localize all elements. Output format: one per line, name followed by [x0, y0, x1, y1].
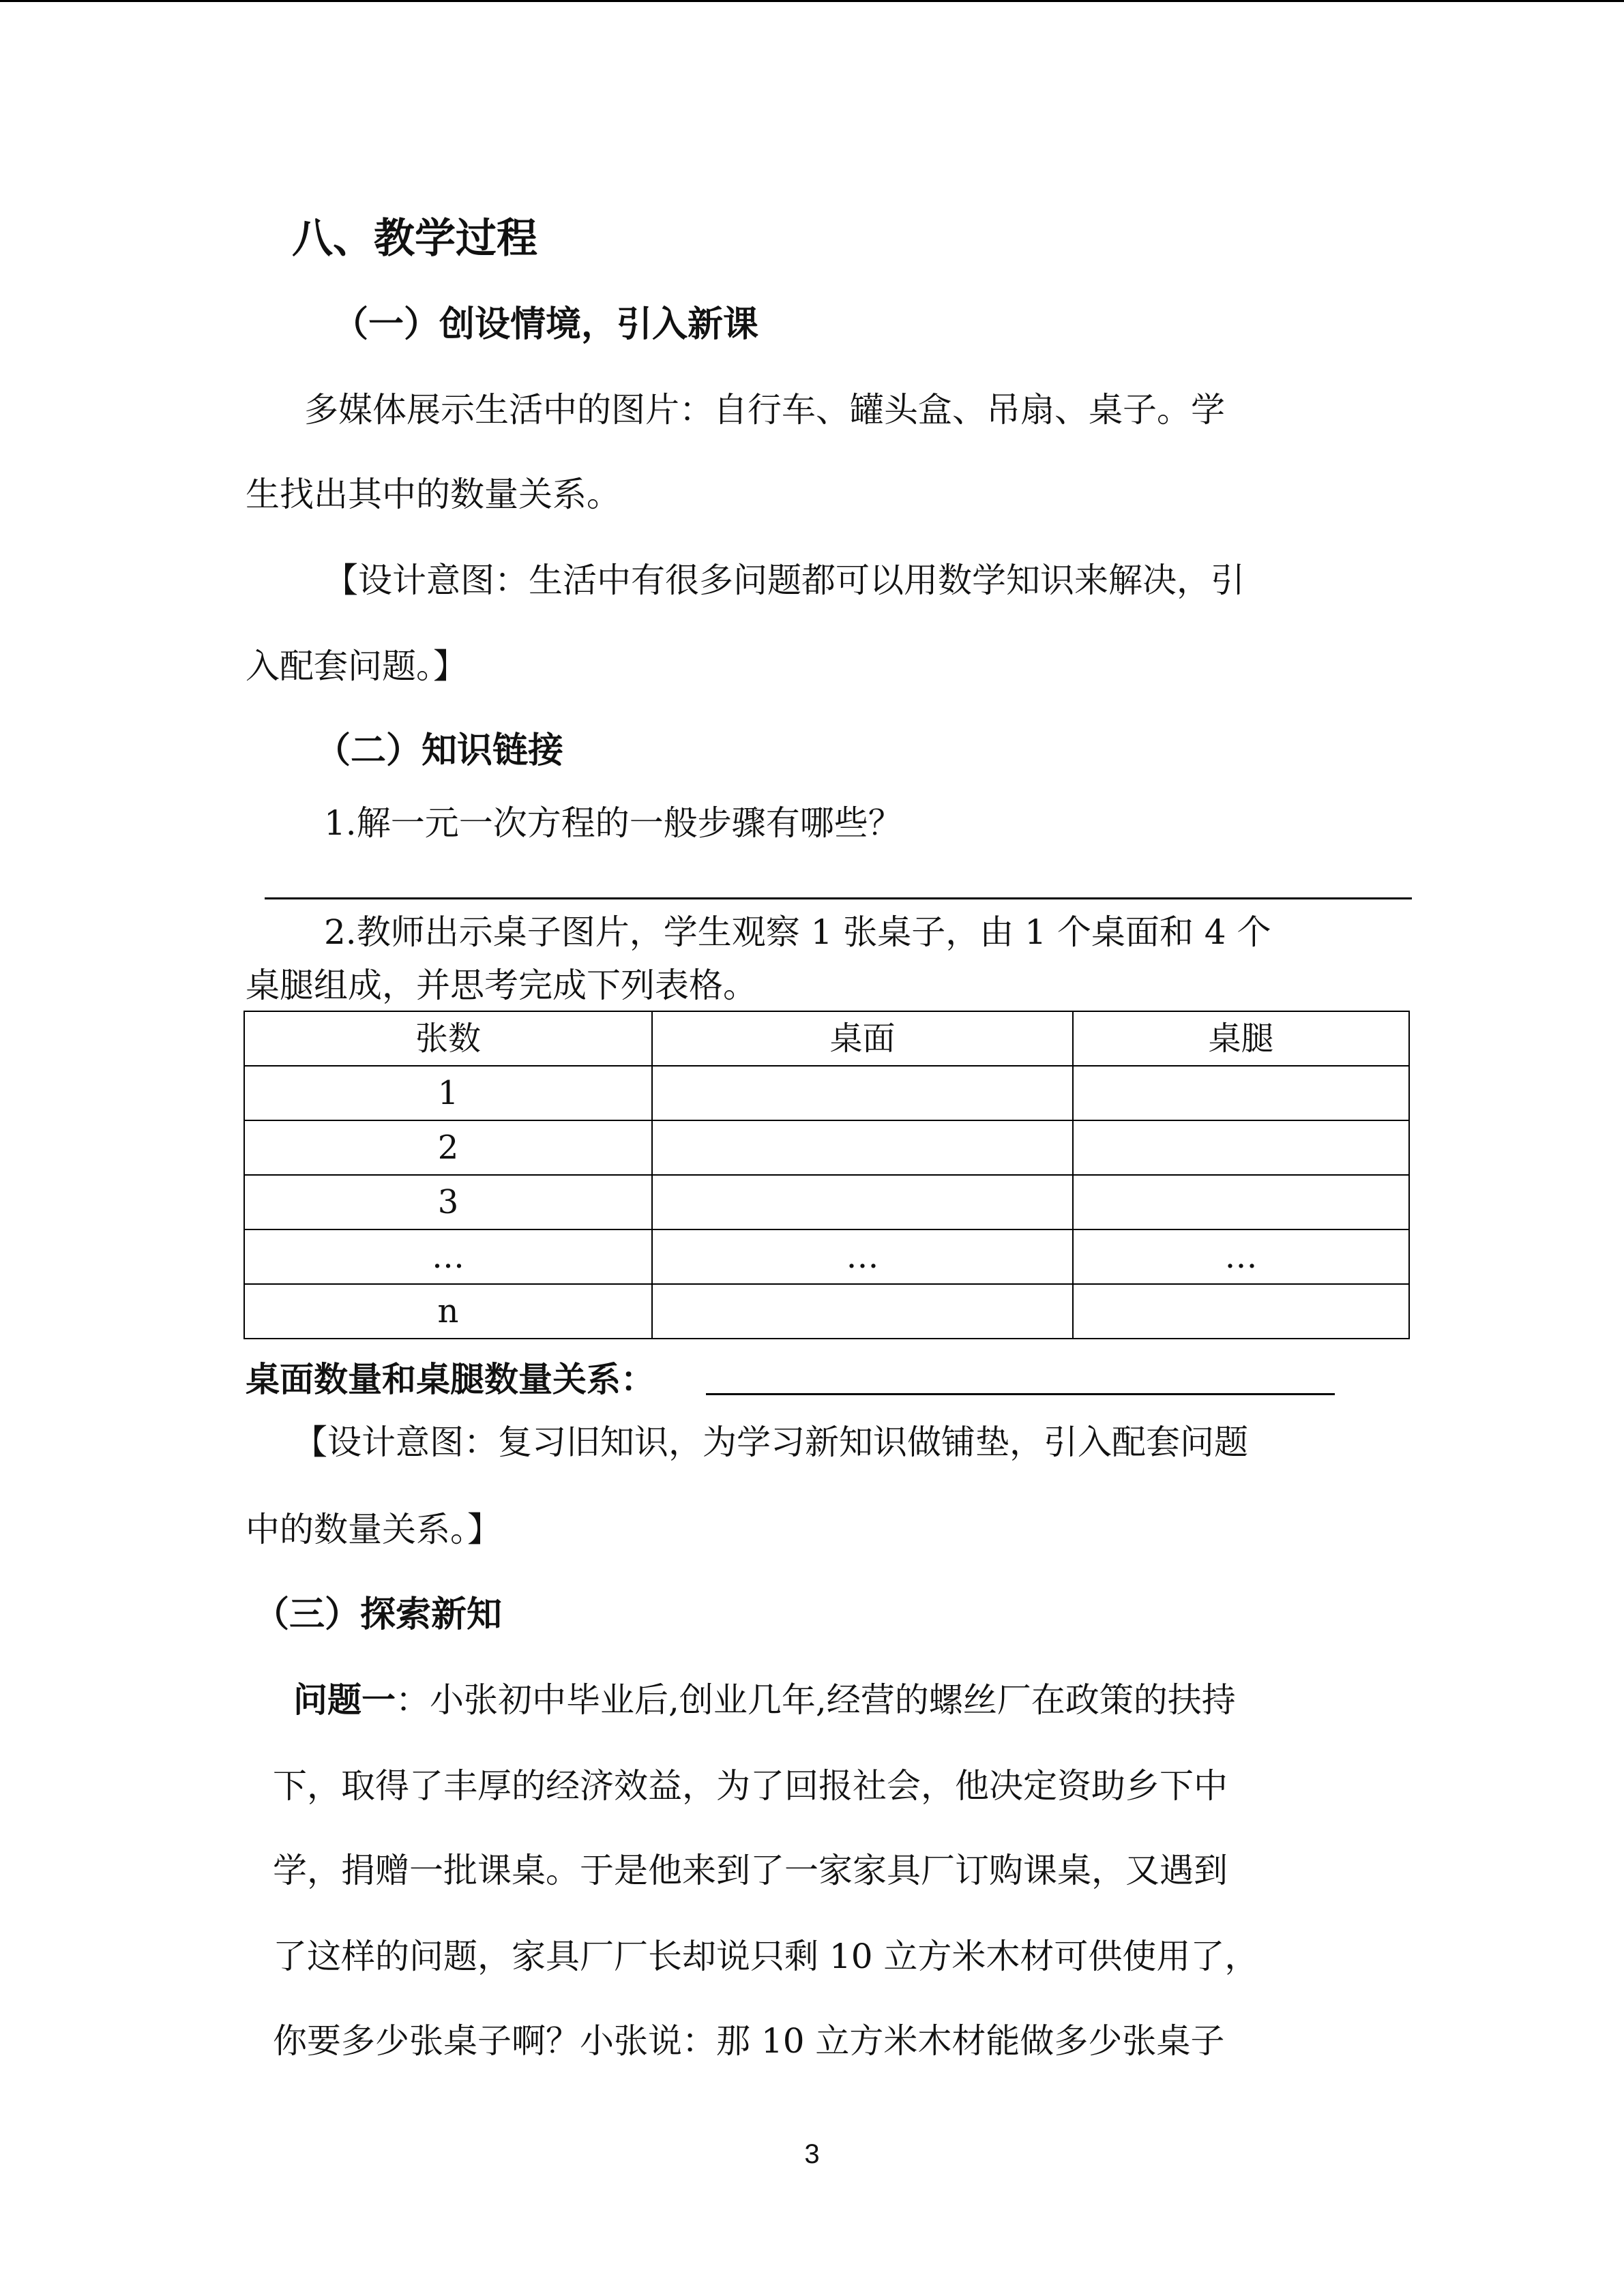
part2-heading: （二）知识链接	[315, 730, 564, 771]
problem-1-line3: 学，捐赠一批课桌。于是他来到了一家家具厂订购课桌，又遇到	[273, 1851, 1228, 1890]
part1-design-intent-line1: 【设计意图：生活中有很多问题都可以用数学知识来解决，引	[324, 561, 1245, 600]
part2-design-intent-line2: 中的数量关系。】	[246, 1510, 501, 1549]
page-top-border	[0, 0, 1624, 2]
part1-paragraph-line2: 生找出其中的数量关系。	[246, 475, 621, 514]
cell-legs: …	[1073, 1229, 1409, 1284]
table-header-row	[244, 1011, 1409, 1066]
table-count-relation	[243, 1011, 1410, 1339]
problem-1-text: ：小张初中毕业后,创业几年,经营的螺丝厂在政策的扶持	[396, 1680, 1236, 1720]
question-2-line1: 2.教师出示桌子图片，学生观察 1 张桌子，由 1 个桌面和 4 个	[324, 912, 1271, 952]
part3-heading: （三）探索新知	[254, 1594, 503, 1635]
cell-desktop	[652, 1175, 1073, 1229]
header-count: 张数	[244, 1011, 652, 1066]
question-2-line2: 桌腿组成，并思考完成下列表格。	[246, 966, 757, 1005]
table-row	[244, 1066, 1409, 1120]
table-row	[244, 1120, 1409, 1175]
part1-heading: （一）创设情境，引入新课	[333, 304, 759, 345]
problem-1-line1	[293, 1680, 1236, 1720]
cell-count: n	[244, 1284, 652, 1339]
problem-1-line5: 你要多少张桌子啊？小张说：那 10 立方米木材能做多少张桌子	[273, 2021, 1225, 2061]
problem-1-line2: 下，取得了丰厚的经济效益，为了回报社会，他决定资助乡下中	[273, 1766, 1228, 1806]
cell-desktop	[652, 1284, 1073, 1339]
table-row	[244, 1229, 1409, 1284]
answer-line-1	[265, 897, 1412, 899]
table-row	[244, 1175, 1409, 1229]
cell-count: 1	[244, 1066, 652, 1120]
part2-design-intent-line1: 【设计意图：复习旧知识，为学习新知识做铺垫，引入配套问题	[293, 1422, 1248, 1462]
relation-label: 桌面数量和桌腿数量关系：	[246, 1360, 655, 1399]
header-legs: 桌腿	[1073, 1011, 1409, 1066]
cell-desktop	[652, 1066, 1073, 1120]
part1-design-intent-line2: 入配套问题。】	[246, 646, 467, 686]
page-number: 3	[804, 2139, 820, 2169]
cell-legs	[1073, 1120, 1409, 1175]
problem-1-line4: 了这样的问题，家具厂厂长却说只剩 10 立方米木材可供使用了，	[273, 1937, 1259, 1976]
part1-paragraph-line1: 多媒体展示生活中的图片：自行车、罐头盒、吊扇、桌子。学	[304, 390, 1225, 430]
problem-1-label: 问题一	[293, 1680, 396, 1720]
header-desktop: 桌面	[652, 1011, 1073, 1066]
table-row	[244, 1284, 1409, 1339]
section-title: 八、教学过程	[292, 215, 537, 263]
relation-answer-line	[706, 1393, 1335, 1395]
cell-desktop: …	[652, 1229, 1073, 1284]
cell-count: 3	[244, 1175, 652, 1229]
cell-legs	[1073, 1175, 1409, 1229]
question-1: 1.解一元一次方程的一般步骤有哪些？	[324, 803, 902, 843]
cell-legs	[1073, 1284, 1409, 1339]
cell-count: 2	[244, 1120, 652, 1175]
cell-legs	[1073, 1066, 1409, 1120]
cell-count: …	[244, 1229, 652, 1284]
cell-desktop	[652, 1120, 1073, 1175]
